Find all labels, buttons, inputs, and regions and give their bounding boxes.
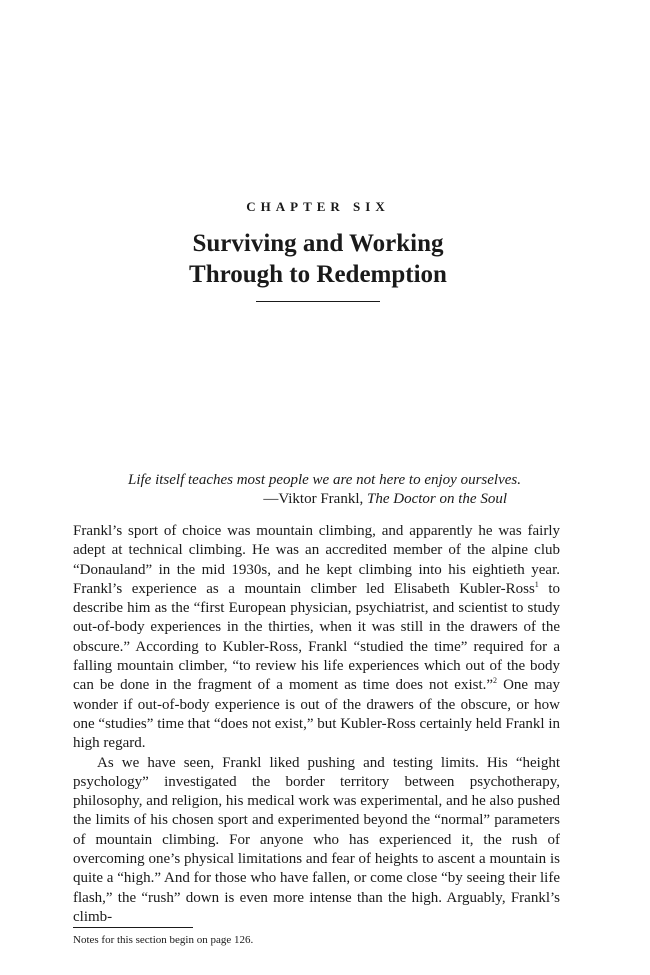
epigraph-source: The Doctor on the Soul (367, 491, 507, 507)
paragraph-1-part-c: One may wonder if out-of-body experience is out of the drawers of the obscure, or how one “studies” time that “does not exist,” but Kubler-Ross certainly held Frankl in high regard. (73, 677, 560, 752)
chapter-title (0, 228, 636, 290)
paragraph-1 (73, 522, 560, 754)
title-rule (256, 301, 380, 302)
chapter-title-line-1: Surviving and Working (192, 230, 444, 257)
footnote: Notes for this section begin on page 126. (73, 934, 254, 946)
chapter-label: CHAPTER SIX (246, 199, 390, 214)
footnote-rule (73, 927, 193, 928)
epigraph-quote: Life itself teaches most people we are not here to enjoy ourselves. (128, 472, 521, 488)
footnote-ref-1: 1 (534, 579, 539, 589)
paragraph-1-part-a: Frankl’s sport of choice was mountain climbing, and apparently he was fairly adept at technical climbing. He was an accredited member of the alpine club “Donauland” in the mid 1930s, and he kept climbing into his eightieth year. Frankl’s experience as a mountain climber led Elisabeth Kubler-Ross (73, 523, 560, 597)
epigraph-author: —Viktor Frankl, (263, 491, 367, 507)
body-text (73, 522, 560, 927)
chapter-title-line-2: Through to Redemption (189, 261, 447, 288)
epigraph-attribution (263, 491, 507, 508)
paragraph-1-part-b: to describe him as the “first European physician, psychiatrist, and scientist to study out-of-body experiences in the thirties, when it was still in the drawers of the obscure.” According to Kubler-Ross, Frankl “studied the time” required for a falling mountain climber, “to review his life experiences which out of the body can be done in the fragment of a moment as time does not exist.” (73, 580, 560, 694)
paragraph-2: As we have seen, Frankl liked pushing and testing limits. His “height psychology” investigated the border territory between psychotherapy, philosophy, and religion, his medical work was experimental, and he also pushed the limits of his chosen sport and experimented beyond the “normal” parameters of mountain climbing. For anyone who has experienced it, the rush of overcoming one’s physical limitations and fear of heights to ascent a mountain is quite a “high.” And for those who have fallen, or come close “by seeing their life flash,” the “rush” down is even more intense than the high. Arguably, Frankl’s climb- (73, 754, 560, 925)
footnote-ref-2: 2 (493, 676, 498, 686)
